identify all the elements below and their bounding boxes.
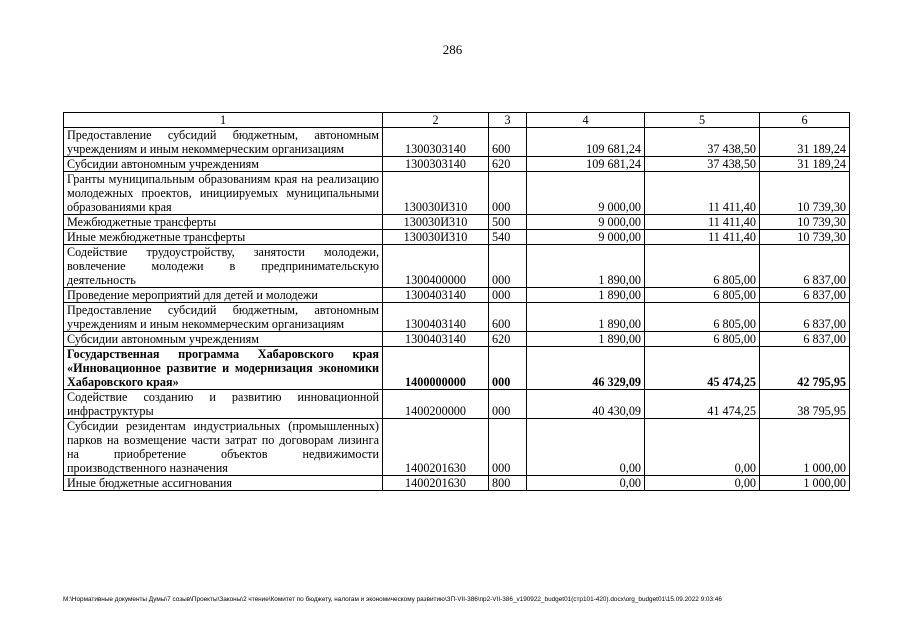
table-row xyxy=(64,419,850,476)
row-amount-1: 9 000,00 xyxy=(527,215,645,230)
budget-table xyxy=(63,112,850,491)
row-name: Содействие трудоустройству, занятости молодежи, вовлечение молодежи в предпринимательскую деятельность xyxy=(64,245,383,288)
table-row xyxy=(64,172,850,215)
column-header-4: 4 xyxy=(527,113,645,128)
row-amount-3: 42 795,95 xyxy=(760,347,850,390)
column-header-6: 6 xyxy=(760,113,850,128)
row-expense-type: 620 xyxy=(489,157,527,172)
row-amount-1: 40 430,09 xyxy=(527,390,645,419)
column-header-5: 5 xyxy=(645,113,760,128)
row-name: Государственная программа Хабаровского края «Инновационное развитие и модернизация экономики Хабаровского края» xyxy=(64,347,383,390)
row-amount-1: 9 000,00 xyxy=(527,230,645,245)
row-amount-2: 0,00 xyxy=(645,419,760,476)
row-amount-3: 6 837,00 xyxy=(760,245,850,288)
row-target-code: 1400201630 xyxy=(383,419,489,476)
row-amount-1: 109 681,24 xyxy=(527,157,645,172)
table-row xyxy=(64,230,850,245)
row-amount-3: 1 000,00 xyxy=(760,419,850,476)
row-name: Иные бюджетные ассигнования xyxy=(64,476,383,491)
row-amount-3: 10 739,30 xyxy=(760,230,850,245)
row-expense-type: 000 xyxy=(489,419,527,476)
row-target-code: 1400200000 xyxy=(383,390,489,419)
file-path-footer: M:\Нормативные документы Думы\7 созыв\Проекты\Законы\2 чтение\Комитет по бюджету, налогам и экономическому развитию\ЗП-VII-386\пр2-VII-386_v190922_budget01(стр101-420).docx\org_budget01\15.09.2022 9:03:46 xyxy=(63,596,722,603)
row-name: Межбюджетные трансферты xyxy=(64,215,383,230)
row-amount-2: 37 438,50 xyxy=(645,128,760,157)
table-row xyxy=(64,288,850,303)
row-target-code: 130030И310 xyxy=(383,230,489,245)
row-amount-1: 1 890,00 xyxy=(527,332,645,347)
row-expense-type: 000 xyxy=(489,288,527,303)
row-amount-3: 6 837,00 xyxy=(760,303,850,332)
row-target-code: 130030И310 xyxy=(383,215,489,230)
row-amount-3: 6 837,00 xyxy=(760,288,850,303)
row-expense-type: 620 xyxy=(489,332,527,347)
row-expense-type: 540 xyxy=(489,230,527,245)
row-expense-type: 600 xyxy=(489,303,527,332)
row-amount-1: 0,00 xyxy=(527,419,645,476)
table-row xyxy=(64,215,850,230)
row-amount-1: 1 890,00 xyxy=(527,245,645,288)
row-amount-2: 45 474,25 xyxy=(645,347,760,390)
row-amount-1: 9 000,00 xyxy=(527,172,645,215)
row-target-code: 130030И310 xyxy=(383,172,489,215)
row-amount-2: 6 805,00 xyxy=(645,303,760,332)
column-header-1: 1 xyxy=(64,113,383,128)
row-amount-1: 1 890,00 xyxy=(527,303,645,332)
row-amount-1: 46 329,09 xyxy=(527,347,645,390)
row-target-code: 1300403140 xyxy=(383,332,489,347)
row-amount-2: 11 411,40 xyxy=(645,230,760,245)
row-amount-2: 37 438,50 xyxy=(645,157,760,172)
row-amount-3: 31 189,24 xyxy=(760,157,850,172)
row-amount-2: 11 411,40 xyxy=(645,215,760,230)
row-target-code: 1300303140 xyxy=(383,157,489,172)
row-amount-3: 10 739,30 xyxy=(760,215,850,230)
table-row xyxy=(64,245,850,288)
row-name: Иные межбюджетные трансферты xyxy=(64,230,383,245)
row-expense-type: 600 xyxy=(489,128,527,157)
row-target-code: 1300400000 xyxy=(383,245,489,288)
row-name: Предоставление субсидий бюджетным, автономным учреждениям и иным некоммерческим организациям xyxy=(64,303,383,332)
table-row xyxy=(64,303,850,332)
row-name: Субсидии резидентам индустриальных (промышленных) парков на возмещение части затрат по договорам лизинга на приобретение объектов недвижимости производственного назначения xyxy=(64,419,383,476)
table-row xyxy=(64,347,850,390)
row-name: Субсидии автономным учреждениям xyxy=(64,332,383,347)
row-target-code: 1400201630 xyxy=(383,476,489,491)
row-target-code: 1300303140 xyxy=(383,128,489,157)
row-expense-type: 000 xyxy=(489,347,527,390)
header-row xyxy=(64,113,850,128)
row-expense-type: 500 xyxy=(489,215,527,230)
row-amount-1: 1 890,00 xyxy=(527,288,645,303)
row-expense-type: 000 xyxy=(489,172,527,215)
row-amount-3: 1 000,00 xyxy=(760,476,850,491)
row-amount-2: 6 805,00 xyxy=(645,245,760,288)
table-row xyxy=(64,157,850,172)
table-row xyxy=(64,128,850,157)
row-target-code: 1400000000 xyxy=(383,347,489,390)
column-header-3: 3 xyxy=(489,113,527,128)
column-header-2: 2 xyxy=(383,113,489,128)
row-amount-1: 0,00 xyxy=(527,476,645,491)
row-amount-2: 0,00 xyxy=(645,476,760,491)
table-row xyxy=(64,476,850,491)
row-amount-3: 10 739,30 xyxy=(760,172,850,215)
row-amount-3: 6 837,00 xyxy=(760,332,850,347)
row-target-code: 1300403140 xyxy=(383,303,489,332)
row-name: Субсидии автономным учреждениям xyxy=(64,157,383,172)
row-name: Содействие созданию и развитию инновационной инфраструктуры xyxy=(64,390,383,419)
row-name: Проведение мероприятий для детей и молодежи xyxy=(64,288,383,303)
row-amount-2: 6 805,00 xyxy=(645,288,760,303)
row-target-code: 1300403140 xyxy=(383,288,489,303)
row-name: Предоставление субсидий бюджетным, автономным учреждениям и иным некоммерческим организациям xyxy=(64,128,383,157)
row-amount-2: 11 411,40 xyxy=(645,172,760,215)
row-amount-2: 41 474,25 xyxy=(645,390,760,419)
row-amount-2: 6 805,00 xyxy=(645,332,760,347)
row-expense-type: 800 xyxy=(489,476,527,491)
row-amount-1: 109 681,24 xyxy=(527,128,645,157)
row-name: Гранты муниципальным образованиям края на реализацию молодежных проектов, инициируемых муниципальными образованиями края xyxy=(64,172,383,215)
row-amount-3: 31 189,24 xyxy=(760,128,850,157)
table-row xyxy=(64,332,850,347)
row-expense-type: 000 xyxy=(489,245,527,288)
row-expense-type: 000 xyxy=(489,390,527,419)
row-amount-3: 38 795,95 xyxy=(760,390,850,419)
table-row xyxy=(64,390,850,419)
page-number: 286 xyxy=(442,42,463,57)
